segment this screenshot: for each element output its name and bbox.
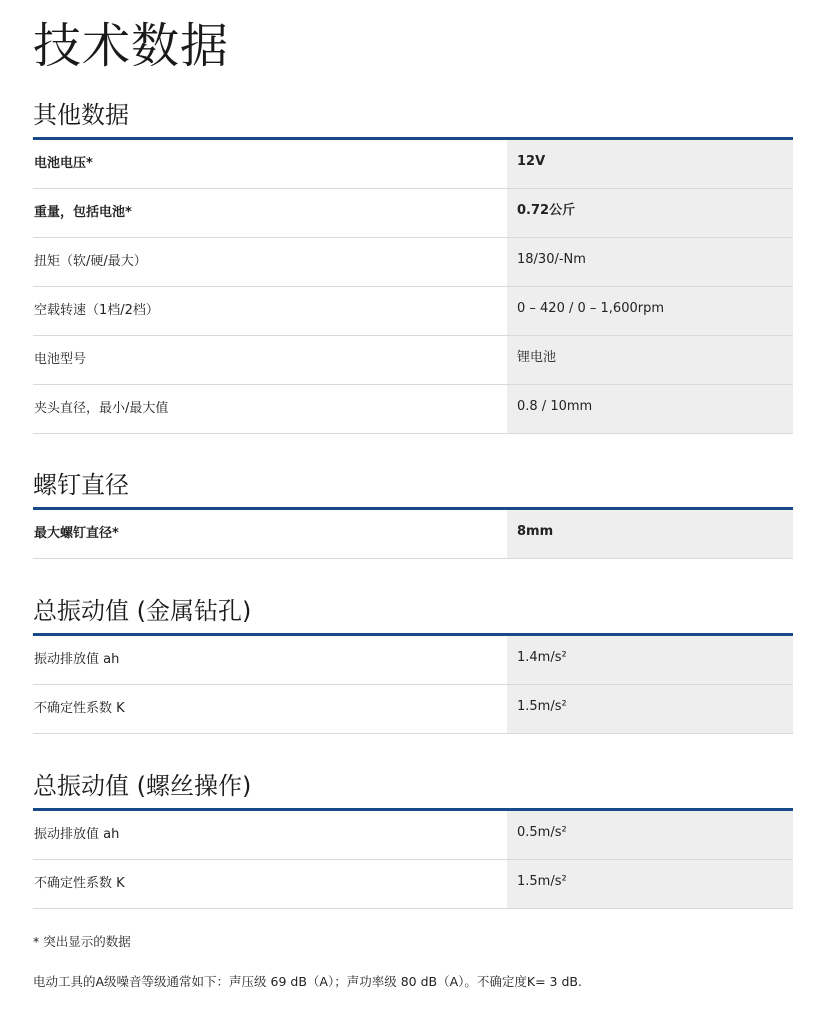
row-value: 1.5m/s²: [507, 685, 793, 733]
noise-footnote: 电动工具的A级噪音等级通常如下：声压级 69 dB（A）；声功率级 80 dB（A）。不确定度K= 3 dB.: [33, 974, 582, 989]
table-row: [33, 385, 793, 434]
row-value: 锂电池: [507, 336, 793, 384]
section-vibration-screwdriving: [33, 766, 793, 909]
row-value: 8mm: [507, 510, 793, 558]
row-value: 1.4m/s²: [507, 636, 793, 684]
row-label: 扭矩（软/硬/最大）: [34, 254, 147, 269]
section-heading: 总振动值 (螺丝操作): [33, 772, 252, 800]
row-label: 振动排放值 ah: [34, 652, 120, 667]
row-label: 最大螺钉直径*: [34, 526, 119, 541]
table-row: [33, 636, 793, 685]
section-heading: 总振动值 (金属钻孔): [33, 597, 252, 625]
table-row: [33, 860, 793, 909]
table-row: [33, 510, 793, 559]
highlight-footnote: * 突出显示的数据: [33, 934, 131, 949]
row-label: 不确定性系数 K: [34, 876, 125, 891]
row-label: 电池电压*: [34, 156, 93, 171]
row-label: 电池型号: [34, 352, 87, 367]
row-label: 振动排放值 ah: [34, 827, 120, 842]
table-row: [33, 189, 793, 238]
row-value: 0 – 420 / 0 – 1,600rpm: [507, 287, 793, 335]
row-value: 1.5m/s²: [507, 860, 793, 908]
table-row: [33, 685, 793, 734]
row-label: 夹头直径，最小/最大值: [34, 401, 169, 416]
row-label: 空载转速（1档/2档）: [34, 303, 159, 318]
row-label: 重量，包括电池*: [34, 205, 132, 220]
page-title: 技术数据: [33, 18, 230, 74]
row-value: 0.8 / 10mm: [507, 385, 793, 433]
section-heading: 螺钉直径: [33, 471, 129, 499]
row-label: 不确定性系数 K: [34, 701, 125, 716]
table-row: [33, 336, 793, 385]
row-value: 0.72公斤: [507, 189, 793, 237]
section-screw-diameter: [33, 465, 793, 559]
row-value: 0.5m/s²: [507, 811, 793, 859]
table-row: [33, 238, 793, 287]
table-row: [33, 287, 793, 336]
table-row: [33, 811, 793, 860]
section-other-data: [33, 95, 793, 434]
section-heading: 其他数据: [33, 101, 129, 129]
row-value: 18/30/-Nm: [507, 238, 793, 286]
section-vibration-drilling: [33, 591, 793, 734]
row-value: 12V: [507, 140, 793, 188]
table-row: [33, 140, 793, 189]
